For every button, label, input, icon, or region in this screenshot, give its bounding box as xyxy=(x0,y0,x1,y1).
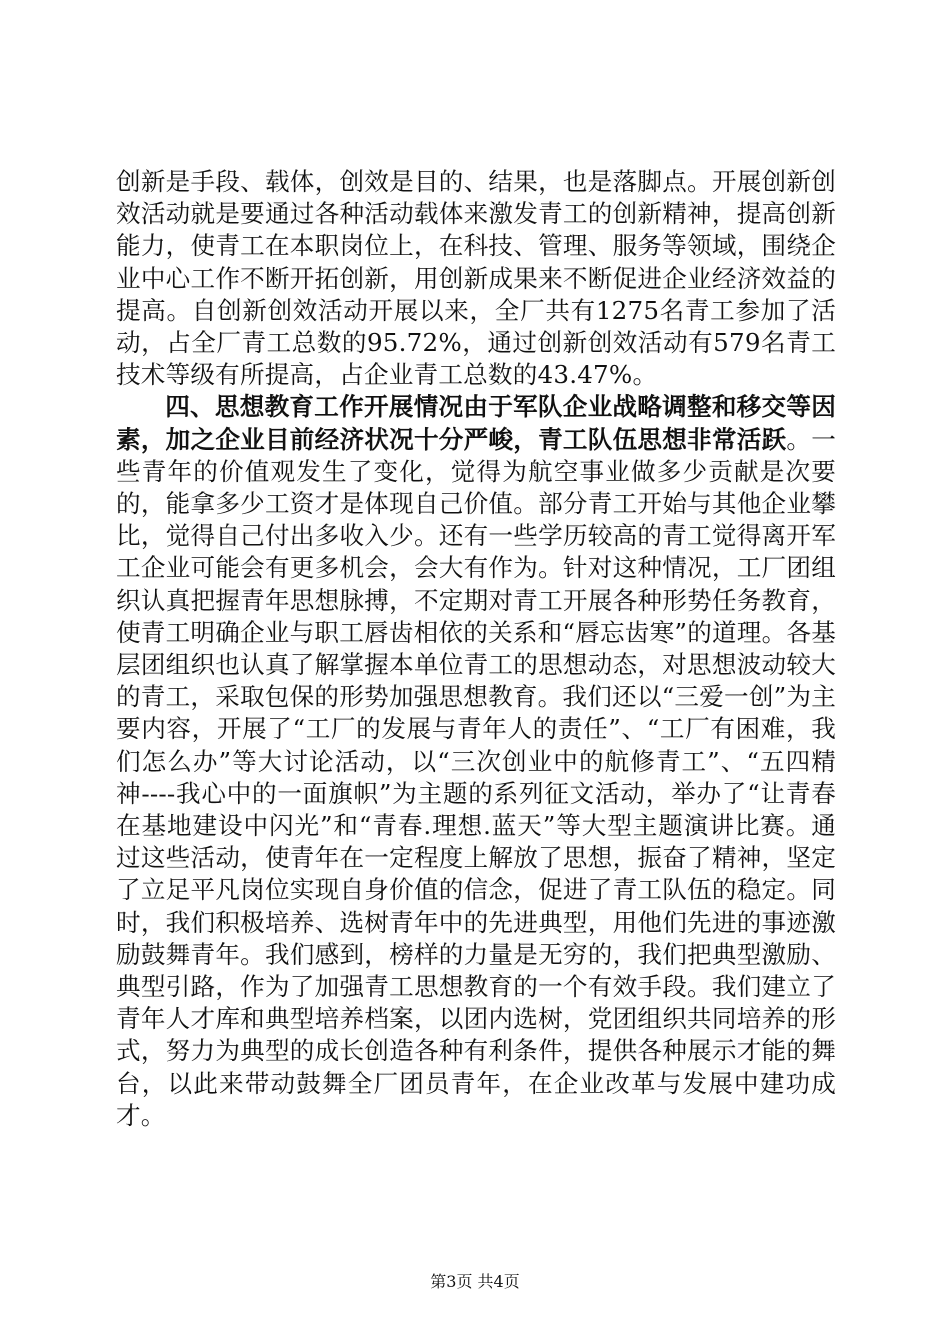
page-footer xyxy=(0,1272,950,1292)
page-number: 第3页 共4页 xyxy=(430,1272,520,1291)
body-text xyxy=(116,166,836,1132)
section-heading-four: 四、思想教育工作开展情况由于军队企业战略调整和移交等因素，加之企业目前经济状况十分严峻，青工队伍思想非常活跃 xyxy=(116,392,836,454)
paragraph-ideological-education xyxy=(116,391,836,1132)
paragraph-innovation: 创新是手段、载体，创效是目的、结果，也是落脚点。开展创新创效活动就是要通过各种活动载体来激发青工的创新精神，提高创新能力，使青工在本职岗位上，在科技、管理、服务等领域，围绕企业中心工作不断开拓创新，用创新成果来不断促进企业经济效益的提高。自创新创效活动开展以来，全厂共有1275名青工参加了活动，占全厂青工总数的95.72%，通过创新创效活动有579名青工技术等级有所提高，占企业青工总数的43.47%。 xyxy=(116,167,836,390)
paragraph-ideological-education-body: 。一些青年的价值观发生了变化，觉得为航空事业做多少贡献是次要的，能拿多少工资才是体现自己价值。部分青工开始与其他企业攀比，觉得自己付出多收入少。还有一些学历较高的青工觉得离开军工企业可能会有更多机会，会大有作为。针对这种情况，工厂团组织认真把握青年思想脉搏，不定期对青工开展各种形势任务教育，使青工明确企业与职工唇齿相依的关系和“唇忘齿寒”的道理。各基层团组织也认真了解掌握本单位青工的思想动态，对思想波动较大的青工，采取包保的形势加强思想教育。我们还以“三爱一创”为主要内容，开展了“工厂的发展与青年人的责任”、“工厂有困难，我们怎么办”等大讨论活动，以“三次创业中的航修青工”、“五四精神----我心中的一面旗帜”为主题的系列征文活动，举办了“让青春在基地建设中闪光”和“青春.理想.蓝天”等大型主题演讲比赛。通过这些活动，使青年在一定程度上解放了思想，振奋了精神，坚定了立足平凡岗位实现自身价值的信念，促进了青工队伍的稳定。同时，我们积极培养、选树青年中的先进典型，用他们先进的事迹激励鼓舞青年。我们感到，榜样的力量是无穷的，我们把典型激励、典型引路，作为了加强青工思想教育的一个有效手段。我们建立了青年人才库和典型培养档案，以团内选树，党团组织共同培养的形式，努力为典型的成长创造各种有利条件，提供各种展示才能的舞台，以此来带动鼓舞全厂团员青年，在企业改革与发展中建功成才。 xyxy=(116,424,836,1130)
